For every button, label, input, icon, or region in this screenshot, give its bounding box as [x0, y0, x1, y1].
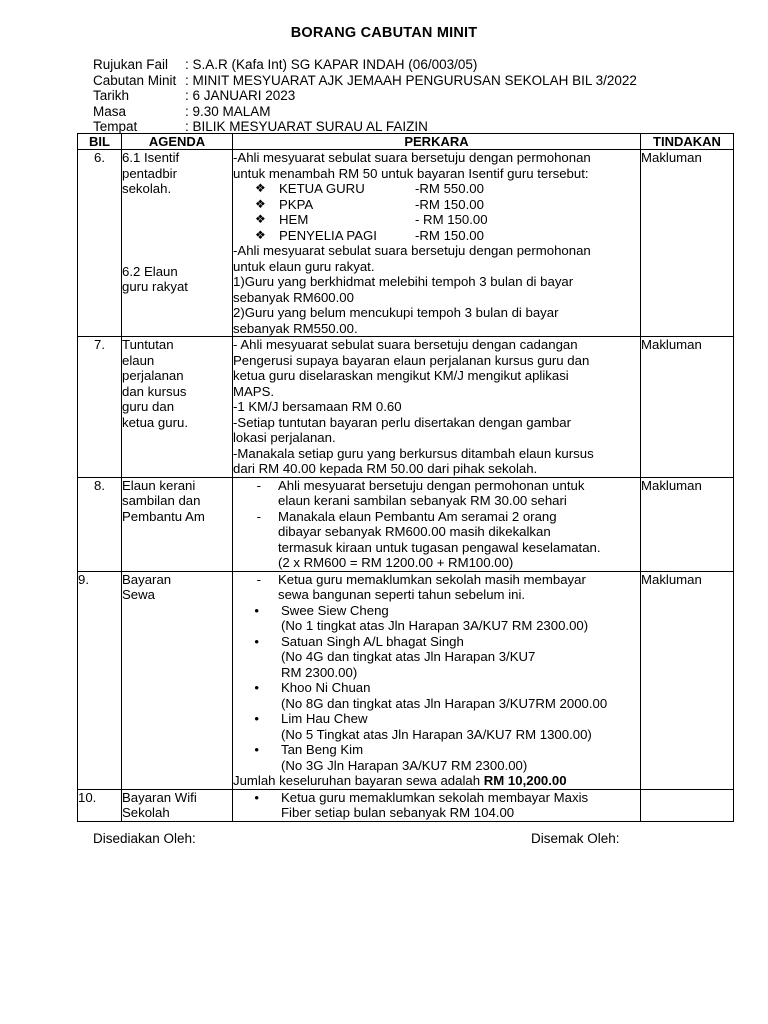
tenant-name: Swee Siew Cheng: [281, 602, 389, 618]
list-item-text: Ketua guru memaklumkan sekolah membayar Maxis: [281, 789, 589, 805]
list-item: [233, 228, 640, 244]
perkara-cell: [233, 337, 641, 478]
tempat-label: Tempat: [93, 119, 138, 135]
agenda-line: Pembantu Am: [122, 508, 205, 524]
document-title: BORANG CABUTAN MINIT: [290, 25, 478, 41]
tindakan-cell: Makluman: [641, 337, 734, 478]
agenda-cell: [122, 150, 233, 337]
perkara-line: -Manakala setiap guru yang berkursus ditambah elaun kursus: [233, 445, 594, 461]
list-item-continuation: sewa bangunan seperti tahun sebelum ini.: [278, 587, 526, 602]
perkara-line: -1 KM/J bersamaan RM 0.60: [233, 399, 402, 414]
agenda-line: perjalanan: [122, 368, 184, 383]
list-item-continuation: dibayar sebanyak RM600.00 masih dikekalkan: [278, 524, 551, 539]
list-item-continuation: Fiber setiap bulan sebanyak RM 104.00: [281, 805, 515, 820]
perkara-cell: [233, 477, 641, 571]
tenant-name: Tan Beng Kim: [281, 742, 364, 757]
rent-total: [233, 773, 640, 789]
agenda-line: dan kursus: [122, 383, 187, 399]
agenda-line: Elaun kerani: [122, 477, 196, 493]
tarikh-value: : 6 JANUARI 2023: [185, 88, 296, 104]
perkara-line: -Ahli mesyuarat sebulat suara bersetuju dengan permohonan: [233, 150, 591, 165]
agenda-line: Tuntutan: [122, 337, 174, 352]
list-item: [233, 197, 640, 213]
agenda-line: Sekolah: [122, 805, 170, 820]
table-header-row: [78, 134, 734, 150]
row-number: 7.: [78, 337, 122, 478]
table-row: [78, 571, 734, 789]
perkara-line: -Setiap tuntutan bayaran perlu disertakan dengan gambar: [233, 414, 571, 430]
list-item: [233, 478, 640, 494]
table-row: [78, 150, 734, 337]
list-item: [233, 634, 640, 650]
diamond-bullet-icon: ❖: [255, 212, 266, 226]
perkara-cell: [233, 571, 641, 789]
tenant-detail: (No 8G dan tingkat atas Jln Harapan 3/KU7RM 2000.00: [281, 695, 608, 711]
perkara-line: lokasi perjalanan.: [233, 430, 336, 445]
list-item-continuation: (2 x RM600 = RM 1200.00 + RM100.00): [278, 555, 514, 570]
table-row: [78, 789, 734, 821]
bullet-icon: •: [254, 633, 259, 649]
agenda-cell: [122, 337, 233, 478]
item-name: PKPA: [279, 196, 314, 212]
tenant-detail: (No 4G dan tingkat atas Jln Harapan 3/KU7: [281, 649, 536, 664]
perkara-line: untuk elaun guru rakyat.: [233, 258, 375, 274]
masa-value: : 9.30 MALAM: [185, 103, 271, 119]
header-row-rujukan: [93, 57, 637, 73]
perkara-cell: [233, 150, 641, 337]
header-bil: BIL: [78, 134, 122, 150]
bullet-icon: •: [254, 742, 259, 757]
item-name: KETUA GURU: [279, 181, 365, 196]
checked-by-label: Disemak Oleh:: [531, 831, 620, 846]
minutes-header: [93, 57, 637, 135]
diamond-bullet-icon: ❖: [255, 196, 266, 211]
tenant-name: Khoo Ni Chuan: [281, 680, 371, 695]
rujukan-label: Rujukan Fail: [93, 57, 169, 72]
row-number: 6.: [78, 150, 122, 337]
perkara-line: sebanyak RM600.00: [233, 289, 354, 305]
item-name: PENYELIA PAGI: [279, 227, 377, 243]
tindakan-cell: Makluman: [641, 477, 734, 571]
tarikh-label: Tarikh: [93, 88, 130, 104]
agenda-cell: [122, 789, 233, 821]
agenda-line: elaun: [122, 352, 155, 368]
agenda-cell: [122, 571, 233, 789]
header-perkara: PERKARA: [233, 134, 641, 150]
agenda-line: 6.1 Isentif: [122, 150, 180, 165]
list-item: [233, 212, 640, 228]
minutes-table: [77, 133, 734, 822]
tenant-name: Lim Hau Chew: [281, 711, 368, 726]
bullet-icon: •: [254, 680, 259, 695]
bullet-icon: •: [254, 602, 259, 618]
item-amount: -RM 550.00: [415, 181, 484, 196]
rujukan-value: : S.A.R (Kafa Int) SG KAPAR INDAH (06/003/05): [185, 57, 478, 72]
rent-total-amount: RM 10,200.00: [483, 773, 567, 788]
list-item: [233, 790, 640, 806]
list-item: [233, 680, 640, 696]
tenant-detail: (No 5 Tingkat atas Jln Harapan 3A/KU7 RM 1300.00): [281, 726, 592, 742]
perkara-line: untuk menambah RM 50 untuk bayaran Isentif guru tersebut:: [233, 165, 589, 181]
list-item-continuation: termasuk kiraan untuk tugasan pengawal keselamatan.: [278, 539, 601, 555]
agenda-cell: [122, 477, 233, 571]
agenda-line: pentadbir: [122, 165, 177, 181]
agenda-line: guru rakyat: [122, 279, 188, 294]
diamond-bullet-icon: ❖: [255, 181, 266, 195]
list-item: [233, 509, 640, 525]
perkara-line: MAPS.: [233, 383, 275, 399]
cabutan-value: : MINIT MESYUARAT AJK JEMAAH PENGURUSAN SEKOLAH BIL 3/2022: [185, 72, 637, 88]
list-item-continuation: elaun kerani sambilan sebanyak RM 30.00 sehari: [278, 493, 567, 508]
dash-bullet-icon: -: [256, 571, 261, 587]
agenda-line: Bayaran Wifi: [122, 789, 197, 805]
list-item: [233, 572, 640, 588]
cabutan-label: Cabutan Minit: [93, 72, 177, 88]
header-row-tarikh: [93, 88, 637, 104]
row-number: 8.: [78, 477, 122, 571]
tenant-name: Satuan Singh A/L bhagat Singh: [281, 633, 464, 649]
perkara-line: -Ahli mesyuarat sebulat suara bersetuju dengan permohonan: [233, 243, 591, 258]
tempat-value: : BILIK MESYUARAT SURAU AL FAIZIN: [185, 119, 428, 135]
bullet-icon: •: [254, 711, 259, 726]
tenant-detail: (No 1 tingkat atas Jln Harapan 3A/KU7 RM 2300.00): [281, 618, 589, 633]
agenda-line: ketua guru.: [122, 414, 188, 430]
row-number: 9.: [78, 571, 122, 789]
diamond-bullet-icon: ❖: [255, 227, 266, 242]
agenda-line: sambilan dan: [122, 493, 201, 508]
header-row-masa: [93, 104, 637, 120]
perkara-line: 2)Guru yang belum mencukupi tempoh 3 bulan di bayar: [233, 305, 559, 320]
list-item-text: Ahli mesyuarat bersetuju dengan permohonan untuk: [278, 477, 585, 493]
tindakan-cell: Makluman: [641, 571, 734, 789]
table-row: [78, 477, 734, 571]
tindakan-cell: [641, 789, 734, 821]
list-item: [233, 603, 640, 619]
rent-total-text: Jumlah keseluruhan bayaran sewa adalah: [233, 773, 484, 788]
list-item-text: Ketua guru memaklumkan sekolah masih membayar: [278, 571, 586, 587]
item-amount: -RM 150.00: [415, 196, 484, 212]
item-amount: - RM 150.00: [415, 212, 488, 227]
list-item: [233, 742, 640, 758]
prepared-by-label: Disediakan Oleh:: [93, 831, 196, 846]
perkara-line: 1)Guru yang berkhidmat melebihi tempoh 3 bulan di bayar: [233, 274, 574, 289]
agenda-line: Bayaran: [122, 571, 172, 587]
row-number: 10.: [78, 789, 122, 821]
tenant-detail: (No 3G Jln Harapan 3A/KU7 RM 2300.00): [281, 757, 528, 773]
table-row: [78, 337, 734, 478]
list-item: [233, 181, 640, 197]
header-row-cabutan: [93, 73, 637, 89]
perkara-line: Pengerusi supaya bayaran elaun perjalanan kursus guru dan: [233, 352, 590, 368]
agenda-line: sekolah.: [122, 181, 172, 196]
tindakan-cell: Makluman: [641, 150, 734, 337]
agenda-line: Sewa: [122, 587, 155, 602]
item-amount: -RM 150.00: [415, 227, 484, 243]
tenant-detail: RM 2300.00): [281, 664, 358, 680]
dash-bullet-icon: -: [256, 508, 261, 524]
perkara-line: - Ahli mesyuarat sebulat suara bersetuju dengan cadangan: [233, 337, 578, 352]
item-name: HEM: [279, 212, 309, 227]
agenda-line: 6.2 Elaun: [122, 263, 178, 279]
header-agenda: AGENDA: [122, 134, 233, 150]
perkara-line: sebanyak RM550.00.: [233, 320, 358, 336]
bullet-icon: •: [254, 789, 259, 805]
dash-bullet-icon: -: [256, 477, 261, 493]
list-item-text: Manakala elaun Pembantu Am seramai 2 orang: [278, 508, 557, 524]
perkara-line: ketua guru diselaraskan mengikut KM/J mengikut aplikasi: [233, 368, 569, 383]
perkara-line: dari RM 40.00 kepada RM 50.00 dari pihak sekolah.: [233, 461, 538, 476]
header-tindakan: TINDAKAN: [641, 134, 734, 150]
list-item: [233, 711, 640, 727]
perkara-cell: [233, 789, 641, 821]
masa-label: Masa: [93, 103, 127, 119]
agenda-line: guru dan: [122, 399, 175, 414]
